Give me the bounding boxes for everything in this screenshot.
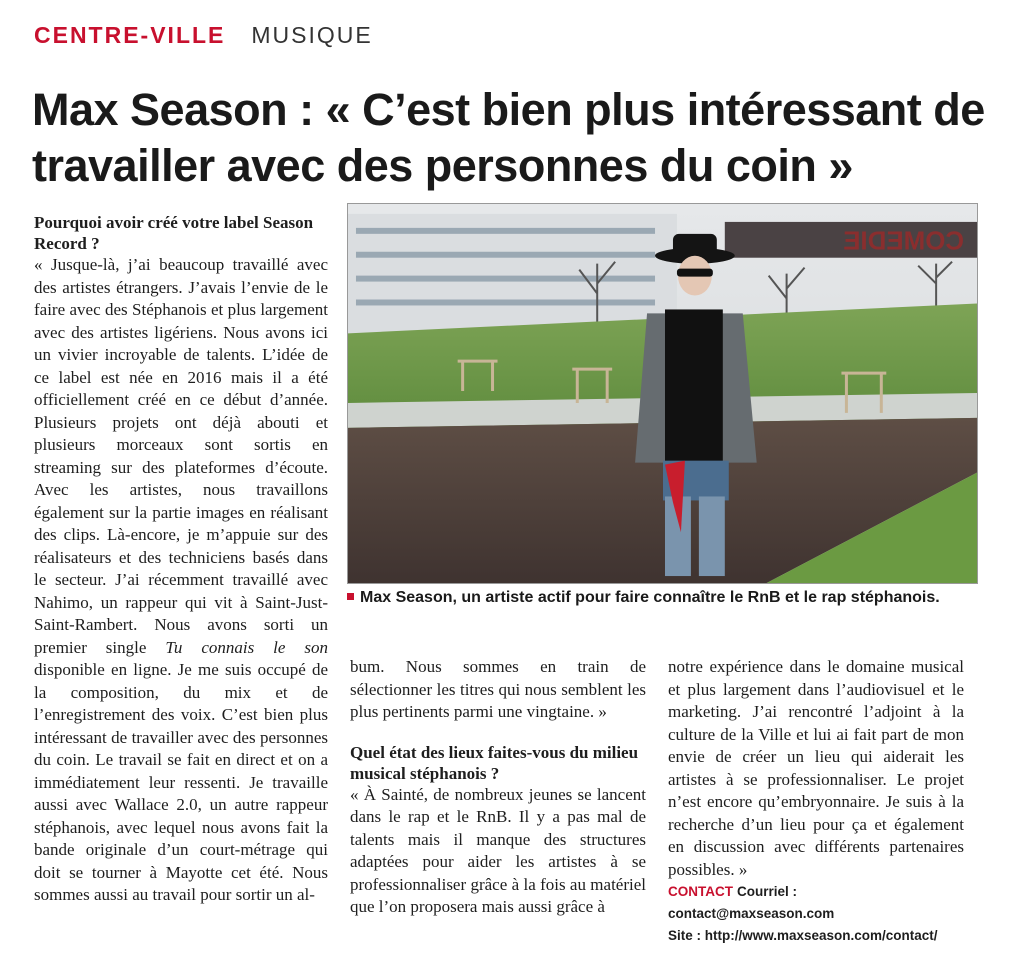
section-header [34,22,373,52]
article-column-3 [668,656,964,947]
question-2: Quel état des lieux faites-vous du milieu musical stéphanois ? [350,742,639,783]
photo-caption [347,587,978,608]
answer-2-part-2: notre expérience dans le domaine musical et plus largement dans l’audiovisuel et le marketing. J’ai rencontré l’adjoint à la culture de la Ville et lui ai fait part de mon envie de créer un lieu qui aiderait les artistes à se professionnaliser. Le projet n’est encore qu’embryonnaire. Je suis à la recherche d’un lieu pour ça et également en discussion avec différents partenaires possibles. » [668,657,964,879]
subsection-label: MUSIQUE [251,22,373,48]
section-label: CENTRE-VILLE [34,22,226,48]
question-1: Pourquoi avoir créé votre label Season Record ? [34,213,314,253]
single-title: Tu connais le son [165,637,329,657]
comedie-sign: COMEDIE [843,227,965,256]
contact-email[interactable]: Courriel : contact@maxseason.com [668,884,835,921]
contact-label: CONTACT [668,884,733,899]
answer-1-text-cont: disponible en ligne. Je me suis occupé de la composition, du mix et de l’enregistrement des voix. C’est bien plus intéressant de travailler avec des personnes du coin. Le travail se fait en direct et on a immédiatement leur ressenti. Je travaille aussi avec Wallace 2.0, un autre rappeur stéphanois, avec lequel nous avons fait la bande originale d’un court-métrage qui doit se tourner à Mayotte cet été. Nous sommes aussi au travail pour sortir un al- [34,660,328,904]
caption-bullet-icon [347,593,354,600]
article-photo [347,203,978,584]
caption-text: Max Season, un artiste actif pour faire connaître le RnB et le rap stéphanois. [360,589,940,606]
photo-illustration [348,204,977,583]
answer-1-end: bum. Nous sommes en train de sélectionner les titres qui nous semblent les plus pertinents parmi une vingtaine. » [350,657,646,721]
answer-1 [34,254,328,907]
contact-block [668,881,964,947]
article-column-1 [34,212,328,907]
contact-email-line [668,881,964,925]
contact-site-line[interactable]: Site : http://www.maxseason.com/contact/ [668,928,938,943]
headline: Max Season : « C’est bien plus intéressant de travailler avec des personnes du coin » [32,84,985,191]
answer-1-text: « Jusque-là, j’ai beaucoup travaillé avec des artistes étrangers. J’avais l’envie de le faire avec des Stéphanois et plus largement avec des artistes ligériens. Nous avons ici un vivier incroyable de talents. L’idée de ce label est née en 2016 mais il a été officiellement créé en ce début d’année. Plusieurs projets ont déjà abouti et plusieurs morceaux sont sortis en streaming sur des plateformes d’écoute. Avec les artistes, nous travaillons également sur la partie images en réalisant des clips. Là-encore, je m’appuie sur des réalisateurs et des techniciens basés dans le secteur. J’ai récemment travaillé avec Nahimo, un rappeur qui vit à Saint-Just-Saint-Rambert. Nous avons sorti un premier single [34,255,328,657]
answer-2-part-1: « À Sainté, de nombreux jeunes se lancent dans le rap et le RnB. Il y a pas mal de talents mais il manque des structures adaptées pour aider les artistes à se professionnaliser grâce à la fois au matériel que l’on proposera mais aussi grâce à [350,784,646,916]
article-column-2 [350,656,646,919]
